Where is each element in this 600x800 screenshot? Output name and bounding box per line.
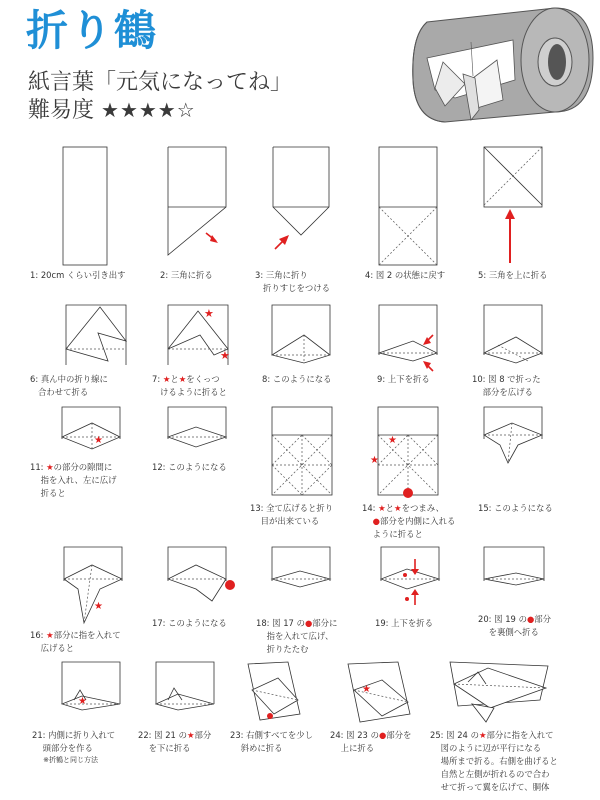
- step-4-diagram: [365, 145, 480, 270]
- step-9-caption: 9: 上下を折る: [377, 374, 430, 384]
- step-15-diagram: [478, 405, 593, 500]
- step-1-diagram: [30, 145, 140, 270]
- star-mark: ★: [94, 435, 103, 446]
- step-24-caption: 24: 図 23 の●部分を 上に折る: [330, 730, 412, 753]
- dot-mark: ●: [304, 618, 313, 628]
- step-14-diagram: [362, 405, 487, 500]
- step-1-caption: 1: 20cm くらい引き出す: [30, 270, 126, 280]
- step-8-diagram: [262, 303, 372, 375]
- step-9-diagram: [365, 303, 475, 375]
- step-15-caption: 15: このようになる: [478, 503, 553, 513]
- star-mark: ★: [394, 503, 402, 513]
- step-2-diagram: [140, 145, 255, 270]
- step-25: [428, 660, 598, 800]
- star-mark: ★: [186, 730, 195, 740]
- step-7-caption: 7: ★と★をくっつ けるように折ると: [152, 374, 227, 397]
- dot-mark: ●: [372, 516, 380, 526]
- star-mark: ★: [378, 503, 386, 513]
- difficulty-label: 難易度: [28, 98, 95, 123]
- step-21-caption: 21: 内側に折り入れて 頭部分を作る ※折鶴と同じ方法: [32, 730, 116, 764]
- step-12-diagram: [150, 405, 265, 457]
- step-10: [472, 303, 597, 403]
- page-subtitle: 紙言葉「元気になってね」: [28, 70, 293, 95]
- step-17-caption: 17: このようになる: [152, 618, 227, 628]
- step-4-caption: 4: 図 2 の状態に戻す: [365, 270, 446, 280]
- step-19-caption: 19: 上下を折る: [375, 618, 434, 628]
- star-mark: ★: [362, 684, 371, 695]
- dot-mark: [267, 713, 273, 719]
- step-6: [30, 303, 150, 403]
- toilet-roll-crane-illustration: [405, 0, 600, 135]
- step-23: [230, 660, 345, 770]
- step-18-caption: 18: 図 17 の●部分に 指を入れて広げ、 折りたたむ: [256, 618, 338, 654]
- step-13: [250, 405, 365, 530]
- step-5-diagram: [478, 145, 593, 270]
- step-13-caption: 13: 全て広げると折り 目が出来ている: [250, 503, 334, 526]
- step-10-diagram: [472, 303, 597, 375]
- step-6-caption: 6: 真ん中の折り線に 合わせて折る: [30, 374, 108, 397]
- step-8: [262, 303, 372, 403]
- step-7: [150, 303, 270, 403]
- star-mark: ★: [388, 435, 397, 446]
- step-20: [472, 545, 597, 655]
- star-mark: ★: [78, 696, 87, 707]
- step-14: [362, 405, 487, 540]
- step-7-diagram: [150, 303, 270, 375]
- star-mark: ★: [162, 374, 171, 384]
- difficulty-rating: [28, 100, 196, 122]
- step-12: [150, 405, 265, 515]
- dot-mark: [403, 573, 407, 577]
- step-8-caption: 8: このようになる: [262, 374, 332, 384]
- step-11-caption: 11: ★の部分の隙間に 指を入れ、左に広げ 折ると: [30, 462, 117, 498]
- step-15: [478, 405, 593, 525]
- step-1: [30, 145, 140, 295]
- dot-mark: [225, 580, 235, 590]
- step-16-caption: 16: ★部分に指を入れて 広げると: [30, 630, 121, 653]
- step-16-diagram: [30, 545, 160, 625]
- star-mark: ★: [178, 374, 187, 384]
- step-3-caption: 3: 三角に折り 折りすじをつける: [255, 270, 330, 293]
- star-mark: ★: [94, 601, 103, 612]
- step-19-diagram: [365, 545, 475, 613]
- step-10-caption: 10: 図 8 で折った 部分を広げる: [472, 374, 541, 397]
- step-17-diagram: [150, 545, 265, 607]
- step-5-caption: 5: 三角を上に折る: [478, 270, 548, 280]
- dot-mark: [403, 488, 413, 498]
- star-mark: ★: [220, 349, 230, 362]
- star-mark: ★: [46, 630, 54, 640]
- step-23-diagram: [230, 660, 345, 728]
- step-17: [150, 545, 265, 635]
- step-20-caption: 20: 図 19 の●部分 を裏側へ折る: [478, 614, 551, 637]
- step-9: [365, 303, 475, 403]
- dot-mark: ●: [378, 730, 387, 740]
- step-13-diagram: [250, 405, 365, 500]
- step-14-caption: 14: ★と★をつまみ、 ●部分を内側に入れる ように折ると: [362, 503, 456, 539]
- step-2: [140, 145, 255, 295]
- step-18-diagram: [256, 545, 371, 607]
- step-11: [30, 405, 150, 515]
- step-3: [255, 145, 370, 295]
- step-23-caption: 23: 右側すべてを少し 斜めに折る: [230, 730, 313, 753]
- step-2-caption: 2: 三角に折る: [160, 270, 213, 280]
- step-5: [478, 145, 593, 295]
- step-11-diagram: [30, 405, 150, 457]
- star-mark: ★: [478, 730, 487, 740]
- page-title: 折り鶴: [26, 6, 159, 55]
- step-12-caption: 12: このようになる: [152, 462, 227, 472]
- difficulty-stars: ★★★★☆: [101, 98, 196, 122]
- step-20-diagram: [472, 545, 597, 607]
- step-6-diagram: [30, 303, 150, 375]
- step-25-caption: 25: 図 24 の★部分に指を入れて 図のように辺が平行になる 場所まで折る。右側を曲げると 自然と左側が折れるので合わ せて折って翼を広げて、胴体: [430, 730, 558, 792]
- step-25-diagram: [428, 660, 598, 728]
- step-22-caption: 22: 図 21 の★部分 を下に折る: [138, 730, 212, 753]
- star-mark: ★: [204, 307, 214, 320]
- step-4: [365, 145, 480, 295]
- dot-mark: ●: [526, 614, 535, 624]
- step-16: [30, 545, 160, 655]
- star-mark: ★: [370, 455, 379, 466]
- step-18: [256, 545, 371, 655]
- step-3-diagram: [255, 145, 370, 270]
- step-19: [365, 545, 475, 645]
- star-mark: ★: [46, 462, 54, 472]
- dot-mark: [405, 597, 409, 601]
